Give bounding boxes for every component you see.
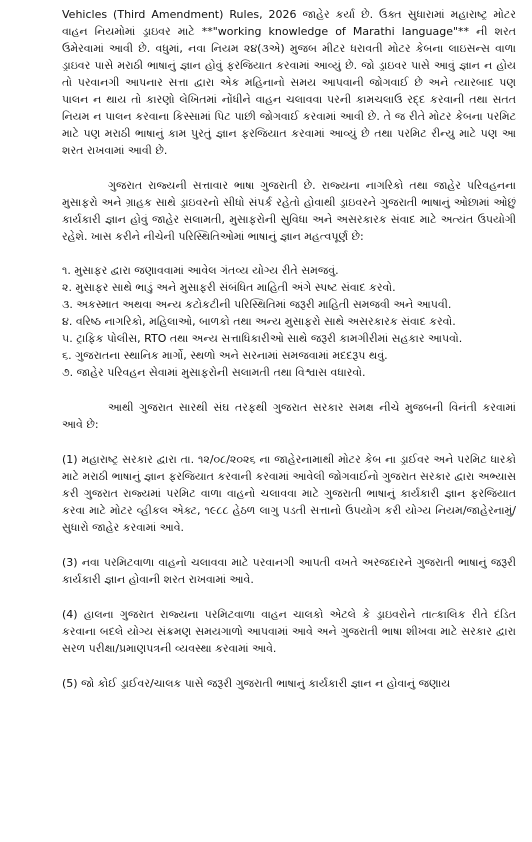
list-item: ૪. વરિષ્ઠ નાગરિકો, મહિલાઓ, બાળકો તથા અન્ય મુસાફરો સાથે અસરકારક સંવાદ કરવો. xyxy=(62,315,456,328)
language-paragraph: ગુજરાત રાજ્યની સત્તાવાર ભાષા ગુજરાતી છે. રાજ્યના નાગરિકો તથા જાહેર પરિવહનના મુસાફરો અને ગ્રાહક સાથે ડ્રાઇવરનો સીધો સંપર્ક રહેતો હોવાથી ડ્રાઇવરને ગુજરાતી ભાષાનું ઓછામાં ઓછું કાર્યકારી જ્ઞાન હોવું જાહેર સલામતી, મુસાફરોની સુવિધા અને અસરકારક સંવાદ માટે અત્યંત ઉપયોગી રહેશે. ખાસ કરીને નીચેની પરિસ્થિતિઓમાં ભાષાનું જ્ઞાન મહત્વપૂર્ણ છે: xyxy=(62,179,516,243)
list-item: ૧. મુસાફર દ્વારા જણાવવામાં આવેલ ગંતવ્ય યોગ્ય રીતે સમજવું. xyxy=(62,264,339,277)
request-item: (4) હાલના ગુજરાત રાજ્યના પરમિટવાળા વાહન ચાલકો એટલે કે ડ્રાઇવરોને તાત્કાલિક રીતે દંડિત કરવાના બદલે યોગ્ય સંક્રમણ સમયગાળો આપવામાં આવે અને ગુજરાતી ભાષા શીખવા માટે સરકાર દ્વારા સરળ પરીક્ષા/પ્રમાણપત્રની વ્યવસ્થા કરવામાં આવે. xyxy=(62,608,516,655)
list-item: ૫. ટ્રાફિક પોલીસ, RTO તથા અન્ય સત્તાધિકારીઓ સાથે જરૂરી કામગીરીમાં સહકાર આપવો. xyxy=(62,332,463,345)
request-intro-paragraph: આથી ગુજરાત સારથી સંઘ તરફથી ગુજરાત સરકાર સમક્ષ નીચે મુજબની વિનંતી કરવામાં આવે છે: xyxy=(62,401,516,431)
list-item: ૬. ગુજરાતના સ્થાનિક માર્ગો, સ્થળો અને સરનામાં સમજવામાં મદદરૂપ થવું. xyxy=(62,349,388,362)
list-item: ૩. અકસ્માત અથવા અન્ય કટોકટીની પરિસ્થિતિમાં જરૂરી માહિતી સમજવી અને આપવી. xyxy=(62,298,452,311)
request-item: (1) મહારાષ્ટ્ર સરકાર દ્વારા તા. ૧૨/૦૮/૨૦૨૬ ના જાહેરનામાથી મોટર કેબ ના ડ્રાઈવર અને પરમિટ ધારકો માટે મરાઠી ભાષાનું જ્ઞાન ફરજિયાત કરવાની કરવામાં આવેલી જોગવાઈનો ગુજરાત સરકાર દ્વારા અભ્યાસ કરી ગુજરાત રાજ્યમાં પરમિટ વાળા વાહનો ચલાવવા માટે ગુજરાતી ભાષાનું કાર્યકારી જ્ઞાન ફરજિયાત કરવા માટે મોટર વ્હીકલ એક્ટ, ૧૯૮૮ હેઠળ લાગુ પડતી સત્તાનો ઉપયોગ કરી યોગ્ય નિયમ/જાહેરનામું/સુધારો જાહેર કરવામાં આવે. xyxy=(62,453,516,534)
list-item: ૭. જાહેર પરિવહન સેવામાં મુસાફરોની સલામતી તથા વિશ્વાસ વધારવો. xyxy=(62,366,366,379)
intro-paragraph: Vehicles (Third Amendment) Rules, 2026 જાહેર કર્યા છે. ઉક્ત સુધારામાં મહારાષ્ટ્ર મોટર વાહન નિયમોમાં ડ્રાઇવર માટે **"working knowledge of Marathi language"** ની શરત ઉમેરવામાં આવી છે. વધુમાં, નવા નિયમ ૨૪(૩એ) મુજબ મીટર ધરાવતી મોટર કેબના લાઇસન્સ વાળા ડ્રાઇવર પાસે મરાઠી ભાષાનું જ્ઞાન હોવું ફરજિયાત કરવામાં આવ્યું છે. જો ડ્રાઇવર પાસે આવું જ્ઞાન ન હોય તો પરવાનગી આપનાર સત્તા દ્વારા એક મહિનાનો સમય આપવાની જોગવાઈ છે અને ત્યારબાદ પણ પાલન ન થાય તો કારણો લેખિતમાં નોંધીને વાહન ચલાવવા પરની કામચલાઉ રદ્દ કરવાની તથા સતત નિયમ ન પાલન કરવાના કિસ્સામાં પિટ પાછી જોગવાઈ કરવામાં આવી છે. તે જ રીતે મોટર કેબના પરમિટ માટે પણ મરાઠી ભાષાનું કામ પુરતું જ્ઞાન ફરજિયાત કરવામાં આવ્યું છે તથા પરમિટ રીન્યુ માટે પણ આ શરત રાખવામાં આવી છે. xyxy=(62,8,516,157)
request-item: (3) નવા પરમિટવાળા વાહનો ચલાવવા માટે પરવાનગી આપતી વખતે અરજદારને ગુજરાતી ભાષાનું જરૂરી કાર્યકારી જ્ઞાન હોવાની શરત રાખવામાં આવે. xyxy=(62,556,516,586)
request-item: (5) જો કોઈ ડ્રાઈવર/ચાલક પાસે જરૂરી ગુજરાતી ભાષાનું કાર્યકારી જ્ઞાન ન હોવાનું જણાય xyxy=(62,677,451,690)
list-item: ૨. મુસાફર સાથે ભાડું અને મુસાફરી સંબંધિત માહિતી અંગે સ્પષ્ટ સંવાદ કરવો. xyxy=(62,281,396,294)
situations-list xyxy=(62,262,516,381)
